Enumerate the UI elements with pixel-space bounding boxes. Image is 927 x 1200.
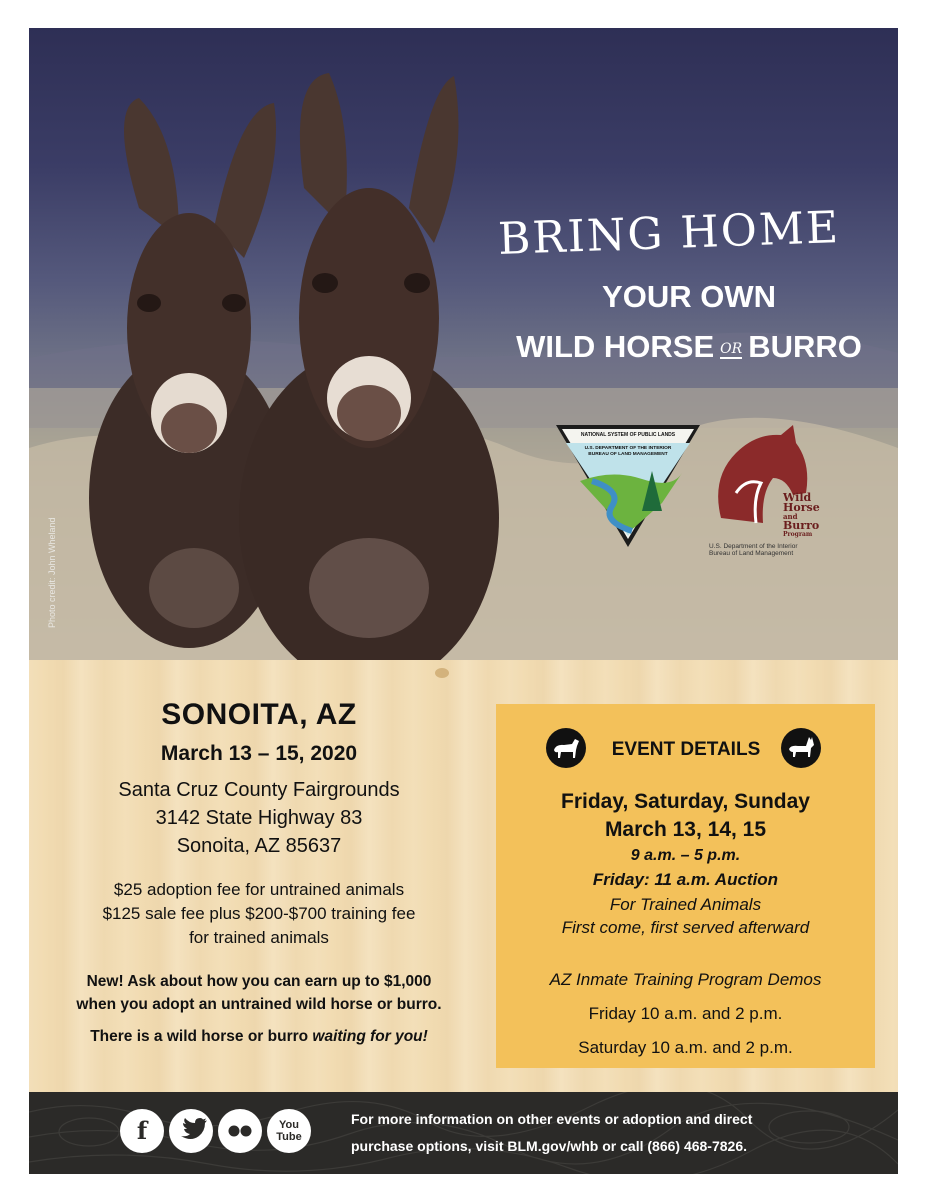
footer-line1: For more information on other events or adoption and direct: [351, 1111, 753, 1127]
event-details-heading-row: [496, 728, 875, 770]
facebook-icon[interactable]: f: [120, 1109, 164, 1153]
fee-untrained: $25 adoption fee for untrained animals: [113, 880, 405, 899]
flickr-icon[interactable]: [218, 1109, 262, 1153]
venue-address: [29, 776, 489, 860]
headline: [469, 202, 898, 365]
venue-name: Santa Cruz County Fairgrounds: [118, 779, 400, 801]
headline-wild-horse-or-burro: [469, 329, 898, 365]
horse-icon: [546, 728, 586, 768]
event-details-title: EVENT DETAILS: [611, 739, 761, 760]
waiting-emphasis: waiting for you!: [312, 1028, 428, 1045]
fee-trained-cont: for trained animals: [189, 928, 329, 947]
footer: [29, 1092, 898, 1174]
waiting-line: [29, 1028, 489, 1046]
headline-or: OR: [720, 341, 743, 357]
event-auction: Friday: 11 a.m. Auction: [592, 870, 779, 889]
blm-logo: [552, 421, 704, 551]
event-dates-list: March 13, 14, 15: [604, 818, 767, 841]
location-block: [29, 698, 489, 1046]
whb-program-text: Wild Horse and Burro Program: [783, 491, 820, 538]
photo-credit: Photo credit: John Wheland: [47, 517, 57, 628]
event-dates: March 13 – 15, 2020: [160, 742, 358, 765]
wild-horse-burro-logo: [701, 423, 831, 563]
promo-line1: New! Ask about how you can earn up to $1,000: [86, 973, 432, 990]
demo-saturday: Saturday 10 a.m. and 2 p.m.: [578, 1038, 793, 1057]
demo-friday: Friday 10 a.m. and 2 p.m.: [588, 1004, 783, 1023]
event-hours: 9 a.m. – 5 p.m.: [630, 847, 741, 864]
youtube-icon[interactable]: You Tube: [267, 1109, 311, 1153]
whb-dept-text: U.S. Department of the Interior Bureau of Land Management: [709, 543, 798, 557]
demos-title: AZ Inmate Training Program Demos: [549, 970, 822, 989]
waiting-prefix: There is a wild horse or burro: [90, 1028, 313, 1045]
hero-photo: [29, 28, 898, 660]
headline-bring-home: BRING HOME: [497, 202, 841, 265]
info-section: [29, 660, 898, 1092]
headline-burro: BURRO: [748, 329, 862, 364]
headline-wild-horse: WILD HORSE: [516, 329, 715, 364]
venue-city-zip: Sonoita, AZ 85637: [176, 835, 342, 857]
event-days: Friday, Saturday, Sunday: [561, 790, 810, 813]
event-city: SONOITA, AZ: [161, 698, 357, 731]
fee-trained: $125 sale fee plus $200-$700 training fee: [102, 904, 416, 923]
event-trained: For Trained Animals: [609, 895, 762, 914]
fees-block: [29, 878, 489, 950]
venue-street: 3142 State Highway 83: [155, 807, 363, 829]
footer-info: [351, 1106, 871, 1160]
event-details-box: [496, 704, 875, 1068]
promo-line2: when you adopt an untrained wild horse or burro.: [76, 996, 442, 1013]
event-first-come: First come, first served afterward: [561, 918, 810, 937]
twitter-icon[interactable]: [169, 1109, 213, 1153]
blm-logo-line2: U.S. DEPARTMENT OF THE INTERIOR: [584, 446, 672, 451]
blm-logo-line3: BUREAU OF LAND MANAGEMENT: [588, 452, 668, 457]
headline-your-own: YOUR OWN: [602, 279, 776, 314]
flyer: [29, 28, 898, 1174]
promo-block: [29, 970, 489, 1016]
donkey-icon: [781, 728, 821, 768]
blm-logo-line1: NATIONAL SYSTEM OF PUBLIC LANDS: [580, 432, 676, 438]
footer-line2: purchase options, visit BLM.gov/whb or call (866) 468-7826.: [351, 1138, 747, 1154]
wood-knot: [435, 668, 449, 678]
